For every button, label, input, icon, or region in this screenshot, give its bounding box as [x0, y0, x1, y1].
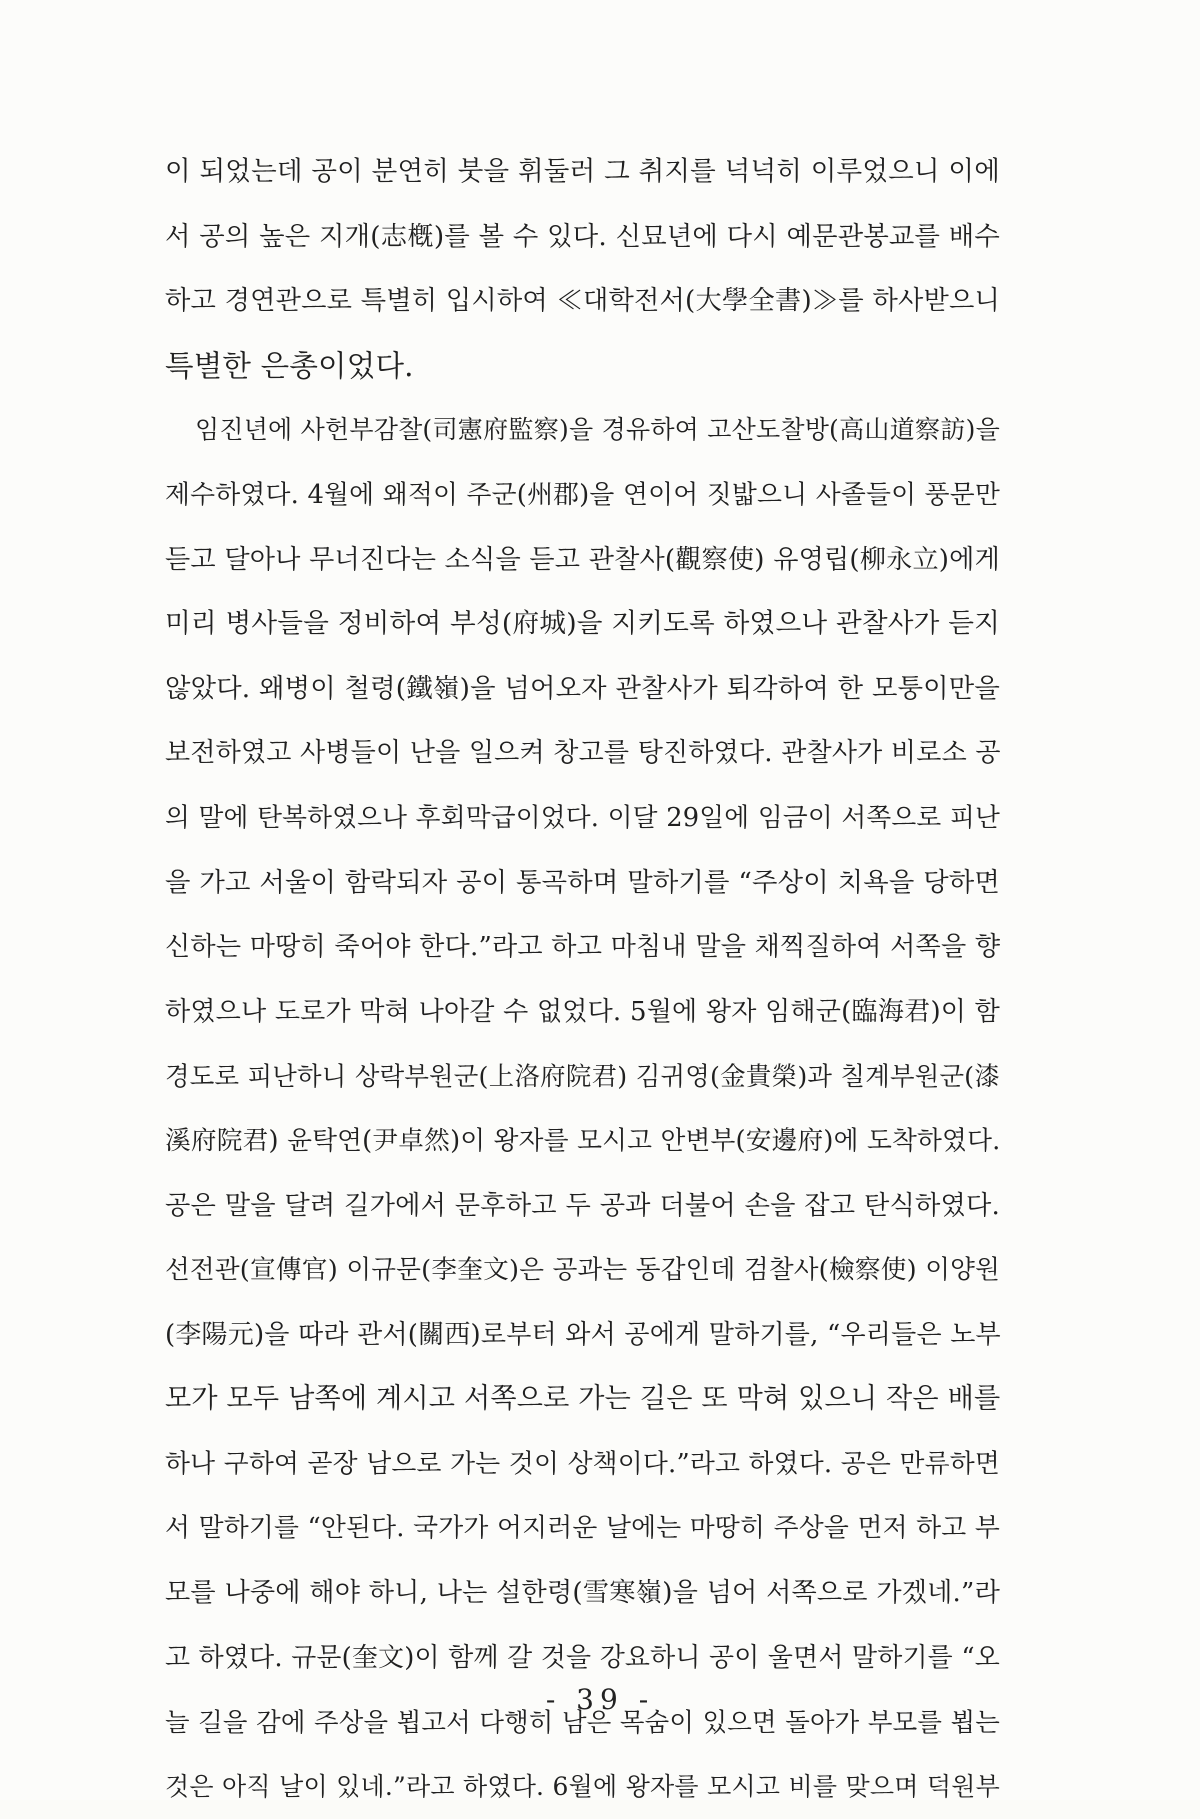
paragraph [165, 398, 1000, 1819]
text-line: 경도로 피난하니 상락부원군(上洛府院君) 김귀영(金貴榮)과 칠계부원군(漆 [165, 1061, 1000, 1092]
text-line: 하고 경연관으로 특별히 입시하여 ≪대학전서(大學全書)≫를 하사받으니 [165, 286, 1000, 317]
text-line: 임진년에 사헌부감찰(司憲府監察)을 경유하여 고산도찰방(高山道察訪)을 [195, 415, 1000, 445]
text-line: 듣고 달아나 무너진다는 소식을 듣고 관찰사(觀察使) 유영립(柳永立)에게 [165, 544, 1000, 575]
text-line: 보전하였고 사병들이 난을 일으켜 창고를 탕진하였다. 관찰사가 비로소 공 [165, 738, 1001, 769]
text-line: 신하는 마땅히 죽어야 한다.”라고 하고 마침내 말을 채찍질하여 서쪽을 향 [165, 932, 1001, 963]
text-line: 미리 병사들을 정비하여 부성(府城)을 지키도록 하였으나 관찰사가 듣지 [165, 608, 1000, 640]
text-line: 않았다. 왜병이 철령(鐵嶺)을 넘어오자 관찰사가 퇴각하여 한 모퉁이만을 [165, 673, 1000, 704]
text-line: 선전관(宣傳官) 이규문(李奎文)은 공과는 동갑인데 검찰사(檢察使) 이양원 [165, 1255, 1000, 1286]
text-line: 의 말에 탄복하였으나 후회막급이었다. 이달 29일에 임금이 서쪽으로 피난 [165, 802, 1000, 833]
text-line: 서 말하기를 “안된다. 국가가 어지러운 날에는 마땅히 주상을 먼저 하고 부 [165, 1513, 1000, 1544]
page-number: - 39 - [545, 1683, 655, 1716]
text-line: 溪府院君) 윤탁연(尹卓然)이 왕자를 모시고 안변부(安邊府)에 도착하였다. [165, 1125, 1001, 1156]
text-line: 을 가고 서울이 함락되자 공이 통곡하며 말하기를 “주상이 치욕을 당하면 [165, 867, 1000, 898]
text-line: 모를 나중에 해야 하니, 나는 설한령(雪寒嶺)을 넘어 서쪽으로 가겠네.”라 [165, 1578, 1000, 1609]
text-line: 것은 아직 날이 있네.”라고 하였다. 6월에 왕자를 모시고 비를 맞으며 덕원부 [165, 1771, 1000, 1801]
text-line: 이 되었는데 공이 분연히 붓을 휘둘러 그 취지를 넉넉히 이루었으니 이에 [165, 156, 1001, 187]
text-line: 하나 구하여 곧장 남으로 가는 것이 상책이다.”라고 하였다. 공은 만류하면 [165, 1448, 1000, 1479]
text-line: 늘 길을 감에 주상을 뵙고서 다행히 남은 목숨이 있으면 돌아가 부모를 뵙는 [165, 1707, 1000, 1738]
text-line: 모가 모두 남쪽에 계시고 서쪽으로 가는 길은 또 막혀 있으니 작은 배를 [165, 1383, 1001, 1415]
text-line: 공은 말을 달려 길가에서 문후하고 두 공과 더불어 손을 잡고 탄식하였다. [165, 1190, 1000, 1221]
text-line: 고 하였다. 규문(奎文)이 함께 갈 것을 강요하니 공이 울면서 말하기를 “오 [165, 1642, 1000, 1673]
paragraph [165, 140, 1000, 398]
text-line: 특별한 은총이었다. [165, 348, 414, 383]
text-line: 제수하였다. 4월에 왜적이 주군(州郡)을 연이어 짓밟으니 사졸들이 풍문만 [165, 479, 1000, 510]
text-line: 하였으나 도로가 막혀 나아갈 수 없었다. 5월에 왕자 임해군(臨海君)이 함 [165, 996, 1000, 1027]
body-text [165, 140, 1000, 1819]
text-line: 서 공의 높은 지개(志槪)를 볼 수 있다. 신묘년에 다시 예문관봉교를 배수 [165, 221, 1000, 252]
text-line: (李陽元)을 따라 관서(關西)로부터 와서 공에게 말하기를, “우리들은 노부 [165, 1319, 1001, 1350]
